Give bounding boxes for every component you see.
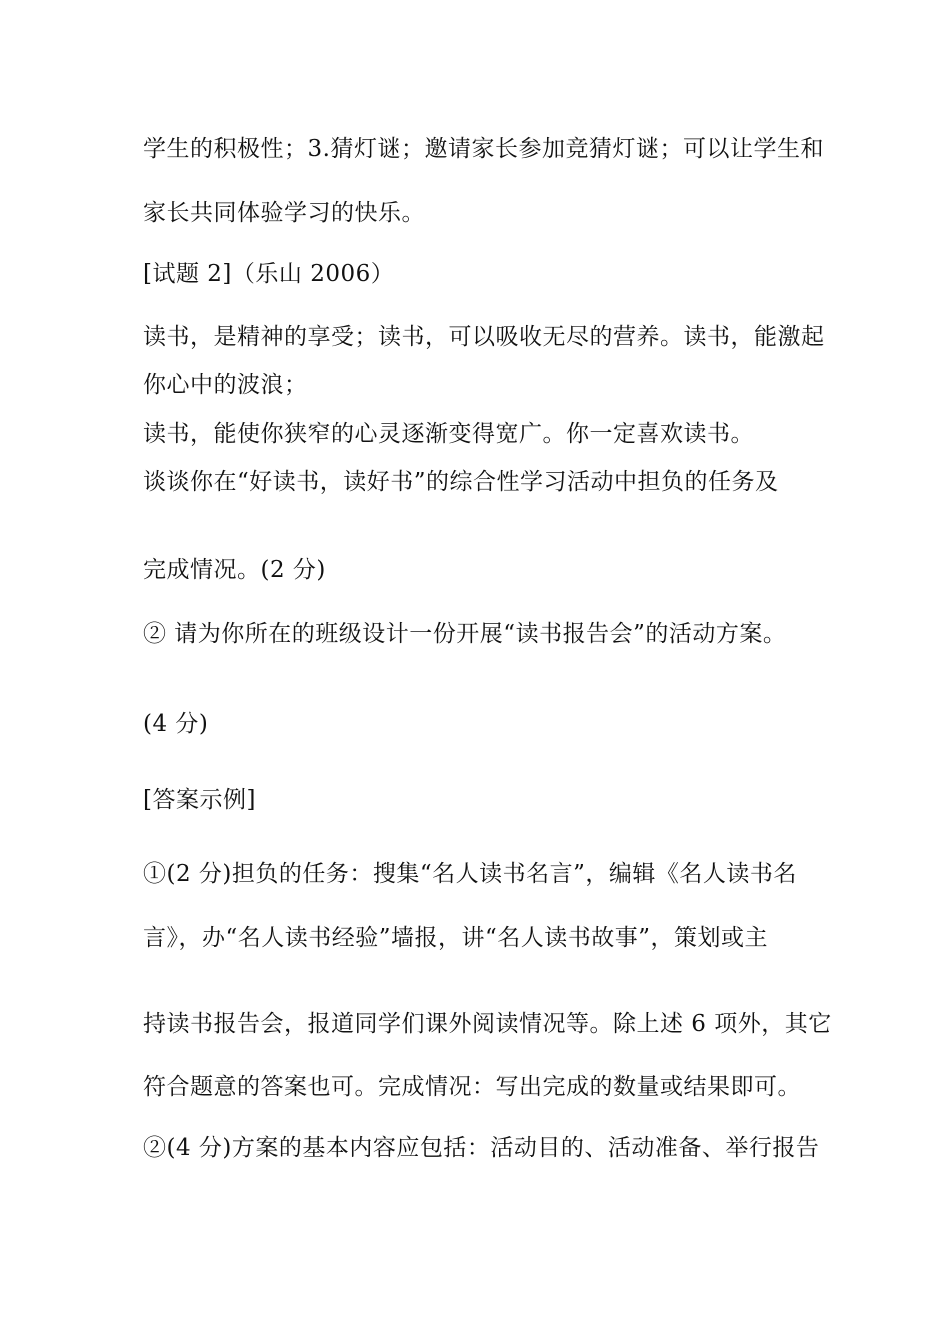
text-line: 完成情况。(2 分) [143,557,326,583]
text-line: 读书，是精神的享受；读书，可以吸收无尽的营养。读书，能激起 [143,324,825,350]
text-line: 学生的积极性；3.猜灯谜；邀请家长参加竞猜灯谜；可以让学生和 [143,136,824,162]
text-line: 符合题意的答案也可。完成情况：写出完成的数量或结果即可。 [143,1074,801,1100]
question-two: ② 请为你所在的班级设计一份开展“读书报告会”的活动方案。 [143,621,787,647]
text-line: 读书，能使你狭窄的心灵逐渐变得宽广。你一定喜欢读书。 [143,421,754,447]
answer-two: ②(4 分)方案的基本内容应包括：活动目的、活动准备、举行报告 [143,1135,820,1161]
text-line: 持读书报告会，报道同学们课外阅读情况等。除上述 6 项外，其它 [143,1011,832,1037]
question-heading: [试题 2]（乐山 2006） [143,261,395,287]
text-line: 家长共同体验学习的快乐。 [143,200,425,226]
answer-heading: [答案示例] [143,787,256,813]
question-one: 谈谈你在“好读书，读好书”的综合性学习活动中担负的任务及 [143,469,779,495]
text-line: 你心中的波浪； [143,372,308,398]
answer-one: ①(2 分)担负的任务：搜集“名人读书名言”，编辑《名人读书名 [143,861,797,887]
text-line: 言》，办“名人读书经验”墙报，讲“名人读书故事”，策划或主 [143,925,769,951]
text-line: (4 分) [143,711,209,737]
